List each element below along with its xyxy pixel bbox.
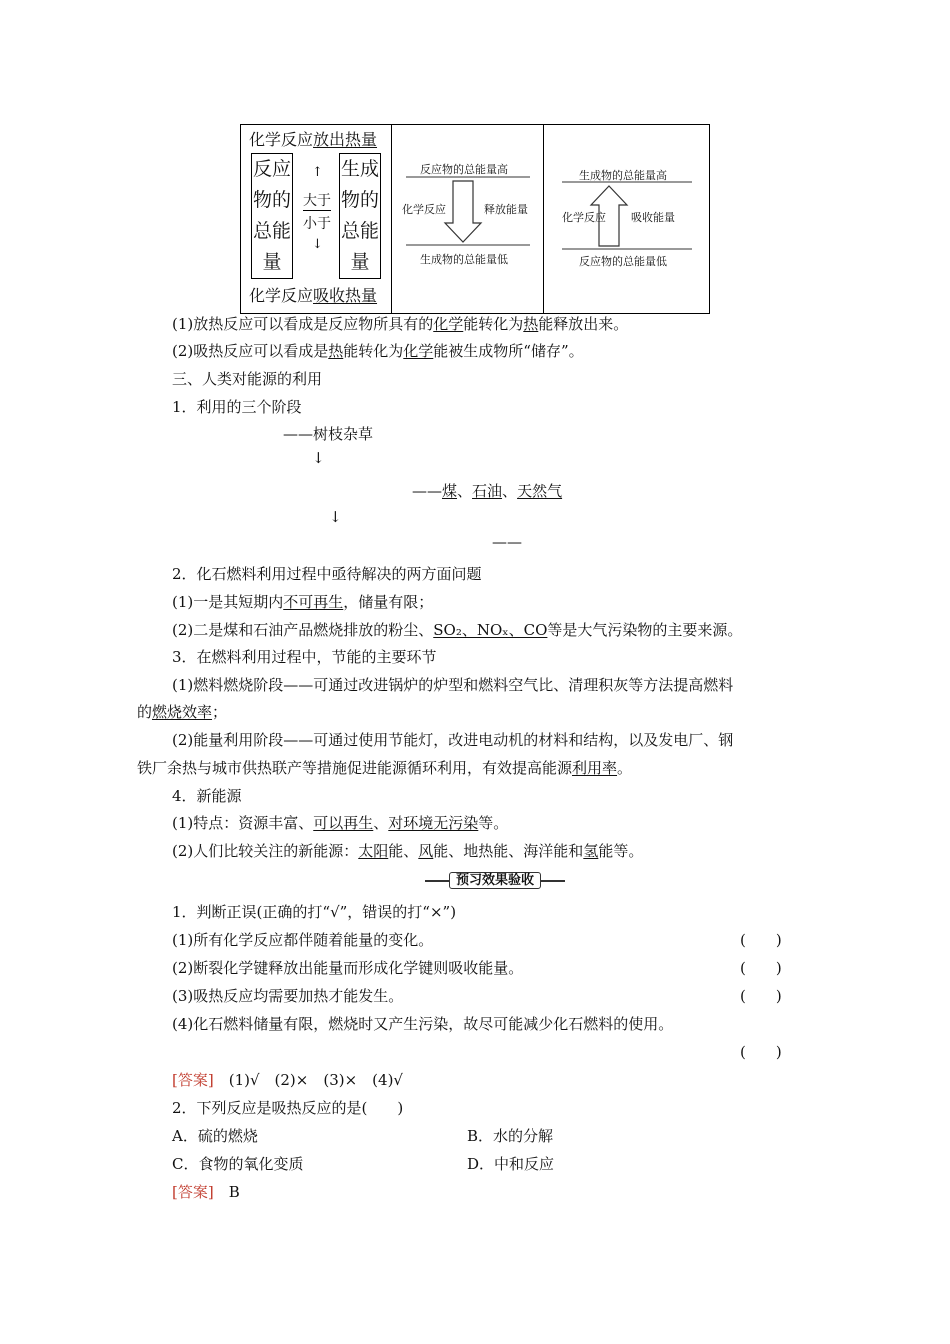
saving-one-line1: (1)燃料燃烧阶段——可通过改进锅炉的炉型和燃料空气比、清理积灰等方法提高燃料 (172, 676, 734, 694)
subheading-saving: 3．在燃料利用过程中，节能的主要环节 (172, 648, 437, 666)
statement-two: (2)断裂化学键释放出能量而形成化学键则吸收能量。 (172, 959, 524, 977)
stage-one: ——树枝杂草 (283, 425, 374, 443)
reaction-label: 化学反应 (562, 211, 606, 224)
energy-relation-cell (241, 125, 392, 313)
stage-two: ——煤、石油、天然气 (412, 482, 563, 500)
section-banner: 预习效果验收 (425, 871, 565, 891)
option-c: C．食物的氧化变质 (172, 1155, 304, 1173)
answer-two: [答案] B (172, 1183, 240, 1201)
option-b: B．水的分解 (467, 1127, 554, 1145)
down-arrow-icon: ↓ (312, 237, 323, 252)
reactant-energy-box: 反应 物的 总能 量 (251, 153, 293, 279)
subheading-stages: 1．利用的三个阶段 (172, 398, 302, 416)
endothermic-caption: 化学反应吸收热量 (249, 286, 378, 305)
product-high-label: 生成物的总能量高 (579, 169, 667, 182)
answer-blank: ( ) (740, 1043, 782, 1061)
question-one: 1．判断正误(正确的打“√”，错误的打“×”) (172, 903, 457, 921)
endothermic-explanation: (2)吸热反应可以看成是热能转化为化学能被生成物所“储存”。 (172, 342, 584, 360)
problem-two: (2)二是煤和石油产品燃烧排放的粉尘、SO₂、NOₓ、CO等是大气污染物的主要来源。 (172, 621, 743, 639)
option-d: D．中和反应 (467, 1155, 555, 1173)
answer-blank: ( ) (740, 987, 782, 1005)
option-a: A．硫的燃烧 (172, 1127, 258, 1145)
energy-table (240, 124, 710, 314)
new-energy-types: (2)人们比较关注的新能源：太阳能、风能、地热能、海洋能和氢能等。 (172, 842, 644, 860)
exothermic-arrow-icon (392, 125, 543, 313)
greater-label: 大于 (303, 190, 331, 211)
question-two: 2．下列反应是吸热反应的是( ) (172, 1099, 404, 1117)
saving-two-line2: 铁厂余热与城市供热联产等措施促进能源循环利用，有效提高能源利用率。 (137, 759, 633, 777)
statement-three: (3)吸热反应均需要加热才能发生。 (172, 987, 404, 1005)
section-heading: 三、人类对能源的利用 (172, 370, 323, 388)
down-arrow-icon: ↓ (329, 508, 342, 526)
reactant-low-label: 反应物的总能量低 (579, 255, 667, 268)
less-label: 小于 (303, 216, 331, 232)
saving-two-line1: (2)能量利用阶段——可通过使用节能灯，改进电动机的材料和结构，以及发电厂、钢 (172, 731, 734, 749)
problem-one: (1)一是其短期内不可再生，储量有限； (172, 593, 434, 611)
exothermic-explanation: (1)放热反应可以看成是反应物所具有的化学能转化为热能释放出来。 (172, 315, 629, 333)
absorb-energy-label: 吸收能量 (631, 211, 675, 224)
statement-one: (1)所有化学反应都伴随着能量的变化。 (172, 931, 434, 949)
new-energy-features: (1)特点：资源丰富、可以再生、对环境无污染等。 (172, 814, 509, 832)
saving-one-line2: 的燃烧效率； (137, 703, 228, 721)
down-arrow-icon: ↓ (312, 449, 325, 467)
reactant-high-label: 反应物的总能量高 (420, 163, 508, 176)
stage-three: —— (492, 533, 522, 551)
exothermic-diagram (392, 125, 544, 313)
endothermic-diagram (544, 125, 709, 313)
subheading-new-energy: 4．新能源 (172, 787, 242, 805)
subheading-problems: 2．化石燃料利用过程中亟待解决的两方面问题 (172, 565, 482, 583)
statement-four: (4)化石燃料储量有限，燃烧时又产生污染，故尽可能减少化石燃料的使用。 (172, 1015, 674, 1033)
release-energy-label: 释放能量 (484, 203, 528, 216)
reaction-label: 化学反应 (402, 203, 446, 216)
answer-blank: ( ) (740, 959, 782, 977)
up-arrow-icon: ↑ (312, 165, 323, 180)
answer-blank: ( ) (740, 931, 782, 949)
answer-one: [答案] (1)√ (2)× (3)× (4)√ (172, 1071, 403, 1089)
exothermic-caption: 化学反应放出热量 (249, 130, 378, 149)
product-low-label: 生成物的总能量低 (420, 253, 508, 266)
product-energy-box: 生成 物的 总能 量 (339, 153, 381, 279)
